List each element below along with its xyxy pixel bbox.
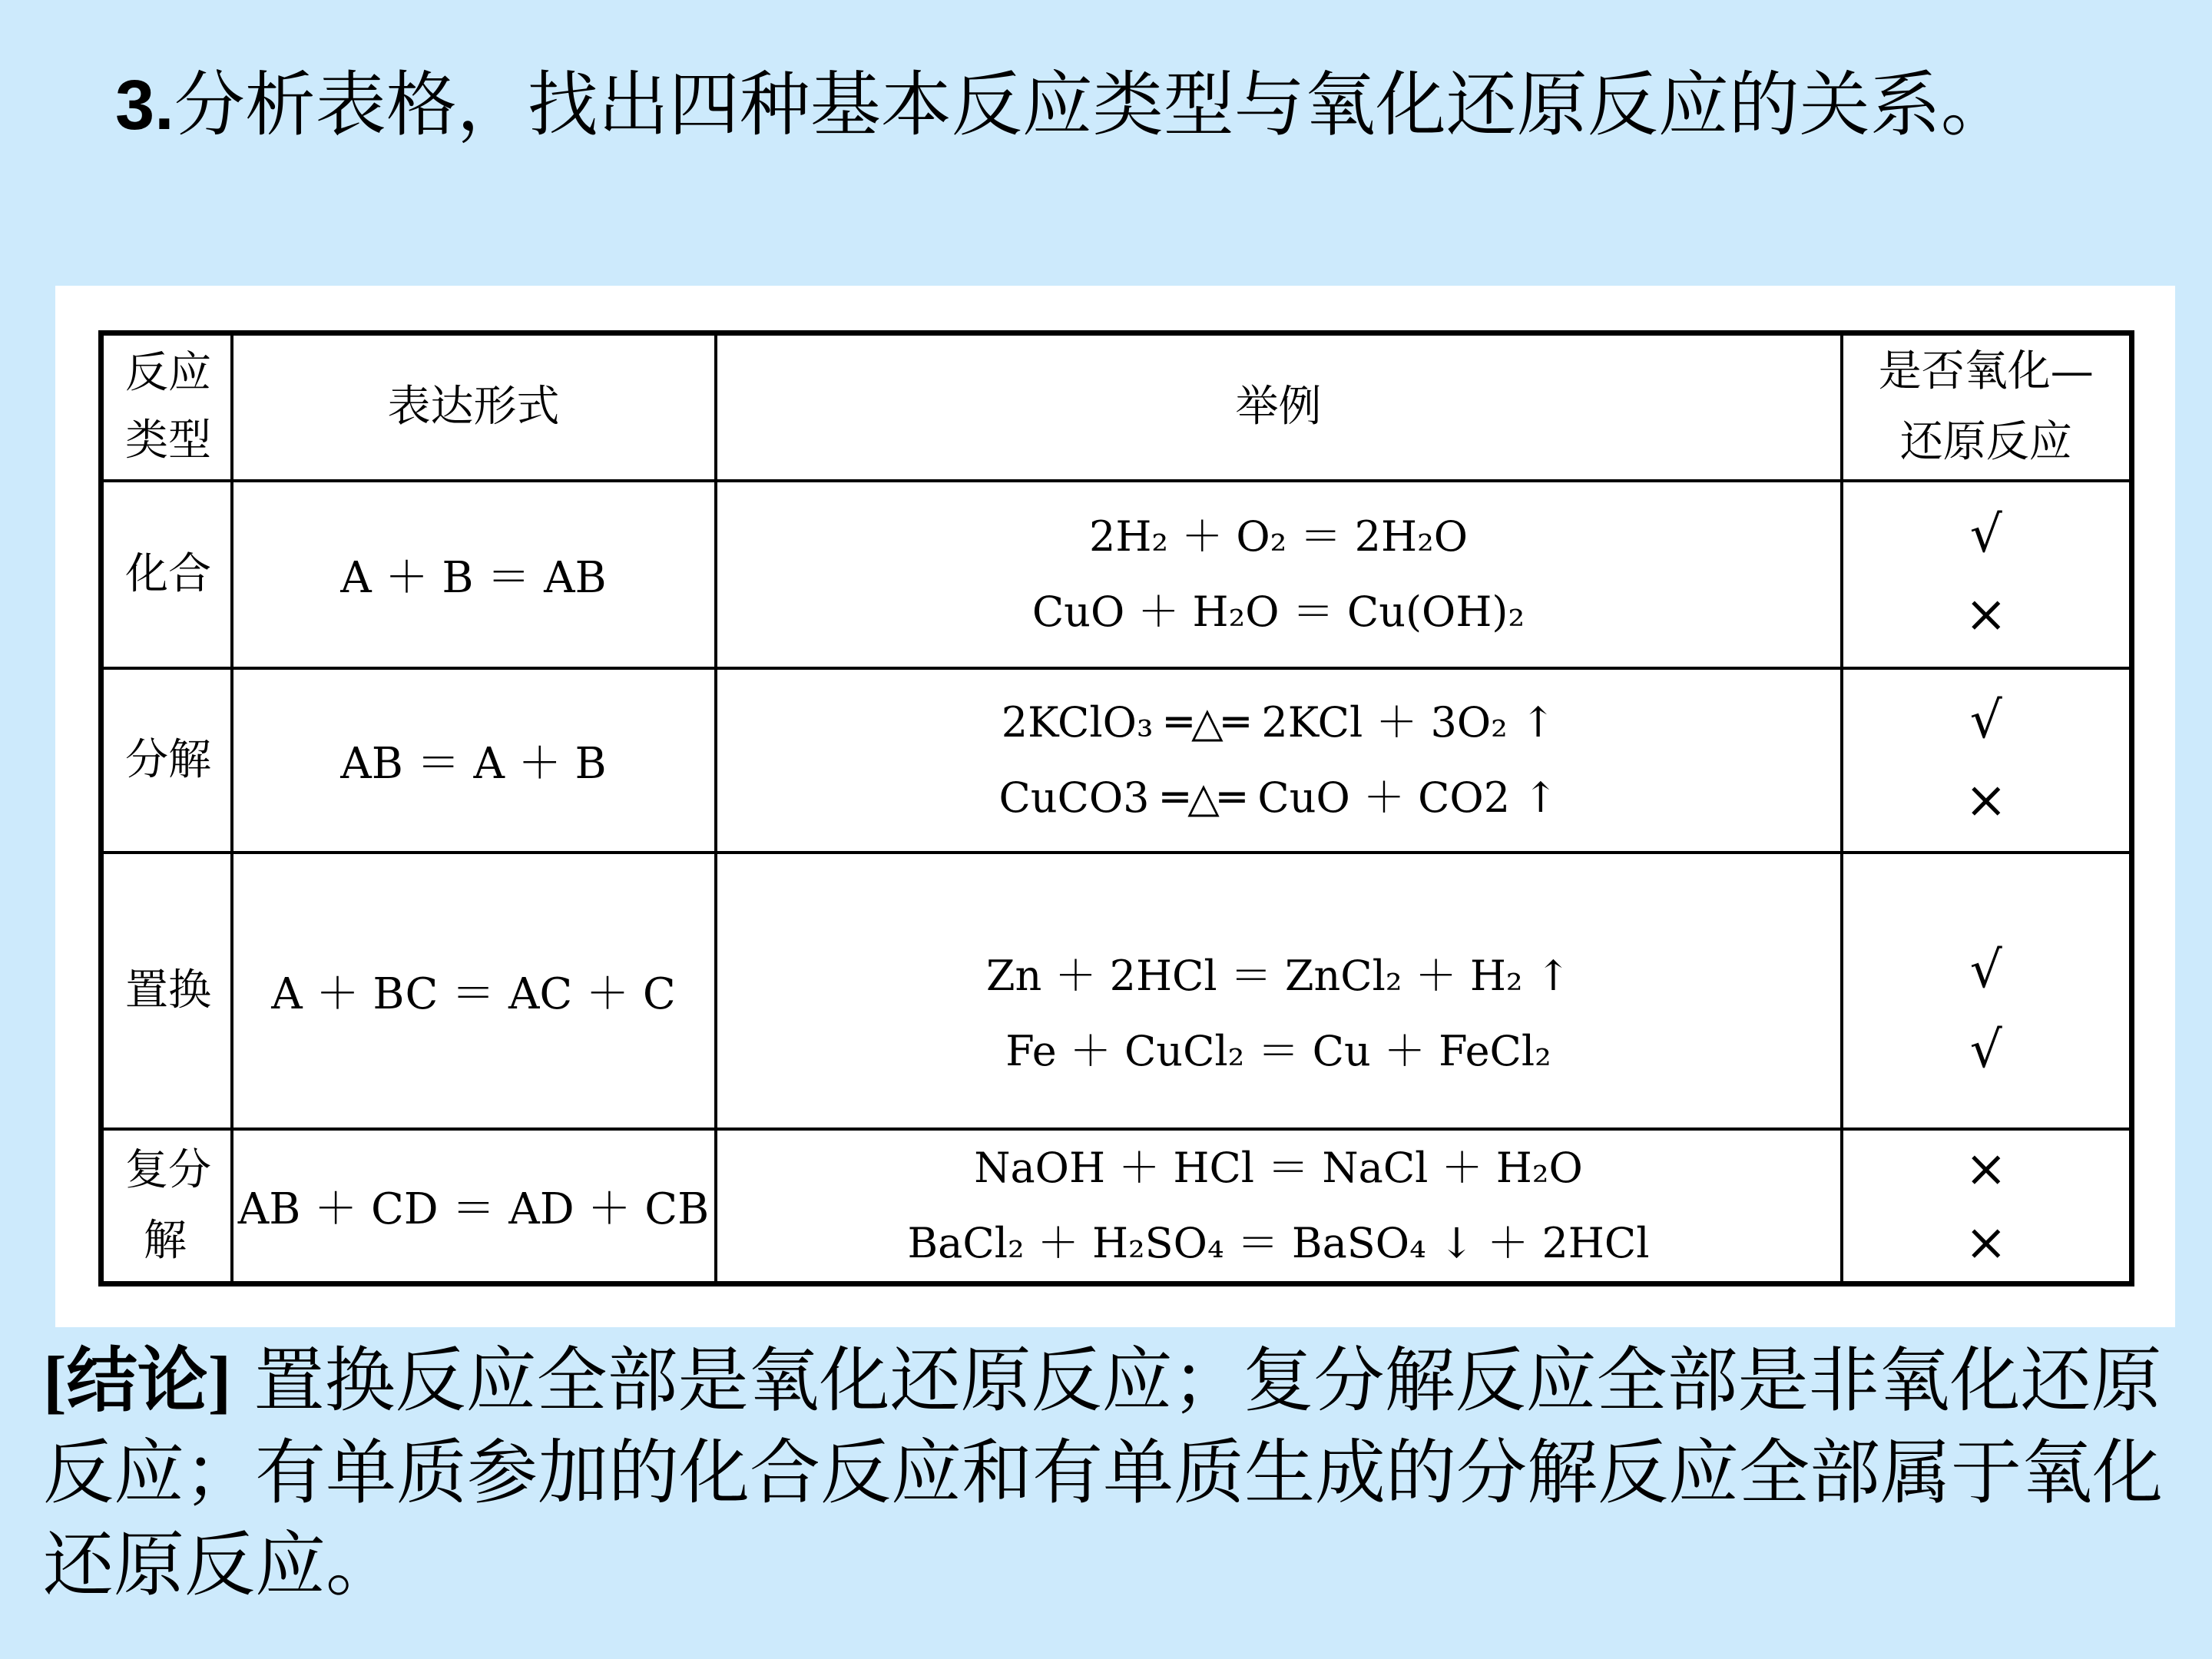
row-examples — [716, 481, 1842, 668]
equation: CuCO3 ═△═ CuO ＋ CO2 ↑ — [998, 773, 1558, 822]
row-redox-marks — [1842, 668, 2132, 853]
equation: NaOH ＋ HCl ＝ NaCl ＋ H₂O — [974, 1143, 1583, 1192]
heading-text: 分析表格，找出四种基本反应类型与氧化还原反应的关系。 — [174, 64, 2012, 146]
row-form: A ＋ BC ＝ AC ＋ C — [232, 853, 716, 1129]
row-form: AB ＋ CD ＝ AD ＋ CB — [232, 1129, 716, 1284]
equation: Zn ＋ 2HCl ＝ ZnCl₂ ＋ H₂ ↑ — [985, 951, 1571, 1000]
conclusion — [43, 1335, 2178, 1611]
table-row — [101, 668, 2132, 853]
cross-mark: × — [1965, 584, 2008, 644]
row-form: A ＋ B ＝ AB — [232, 481, 716, 668]
table-row — [101, 1129, 2132, 1284]
row-form: AB ＝ A ＋ B — [232, 668, 716, 853]
equation: 2KClO₃ ═△═ 2KCl ＋ 3O₂ ↑ — [1001, 697, 1556, 747]
row-examples — [716, 853, 1842, 1129]
header-reaction-type: 反应 类型 — [101, 333, 232, 481]
conclusion-text: 置换反应全部是氧化还原反应；复分解反应全部是非氧化还原反应；有单质参加的化合反应和有单质生成的分解反应全部属于氧化还原反应。 — [43, 1339, 2164, 1606]
conclusion-label: [结论] — [43, 1342, 232, 1420]
row-examples — [716, 1129, 1842, 1284]
row-examples — [716, 668, 1842, 853]
check-mark: √ — [1969, 504, 2002, 564]
table-row — [101, 481, 2132, 668]
row-type-combination: 化合 — [101, 481, 232, 668]
cross-mark: × — [1965, 1138, 2008, 1198]
row-type-double-decomposition: 复分 解 — [101, 1129, 232, 1284]
header-expression-form: 表达形式 — [232, 333, 716, 481]
check-mark: √ — [1969, 939, 2002, 999]
heading-number: 3. — [115, 66, 174, 144]
cross-mark: × — [1965, 770, 2008, 830]
equation: Fe ＋ CuCl₂ ＝ Cu ＋ FeCl₂ — [1005, 1026, 1551, 1075]
row-type-displacement: 置换 — [101, 853, 232, 1129]
row-type-decomposition: 分解 — [101, 668, 232, 853]
table-header-row — [101, 333, 2132, 481]
table-row — [101, 853, 2132, 1129]
row-redox-marks — [1842, 853, 2132, 1129]
equation: 2H₂ ＋ O₂ ＝ 2H₂O — [1088, 512, 1469, 561]
header-example: 举例 — [716, 333, 1842, 481]
reaction-type-table — [98, 330, 2134, 1286]
equation: BaCl₂ ＋ H₂SO₄ ＝ BaSO₄ ↓ ＋ 2HCl — [907, 1218, 1650, 1267]
check-mark: √ — [1969, 1019, 2002, 1079]
row-redox-marks — [1842, 481, 2132, 668]
row-redox-marks — [1842, 1129, 2132, 1284]
header-is-redox: 是否氧化— 还原反应 — [1842, 333, 2132, 481]
check-mark: √ — [1969, 690, 2002, 750]
heading — [115, 55, 2012, 155]
cross-mark: × — [1965, 1212, 2008, 1272]
table-panel — [55, 286, 2175, 1327]
equation: CuO ＋ H₂O ＝ Cu(OH)₂ — [1031, 587, 1525, 636]
